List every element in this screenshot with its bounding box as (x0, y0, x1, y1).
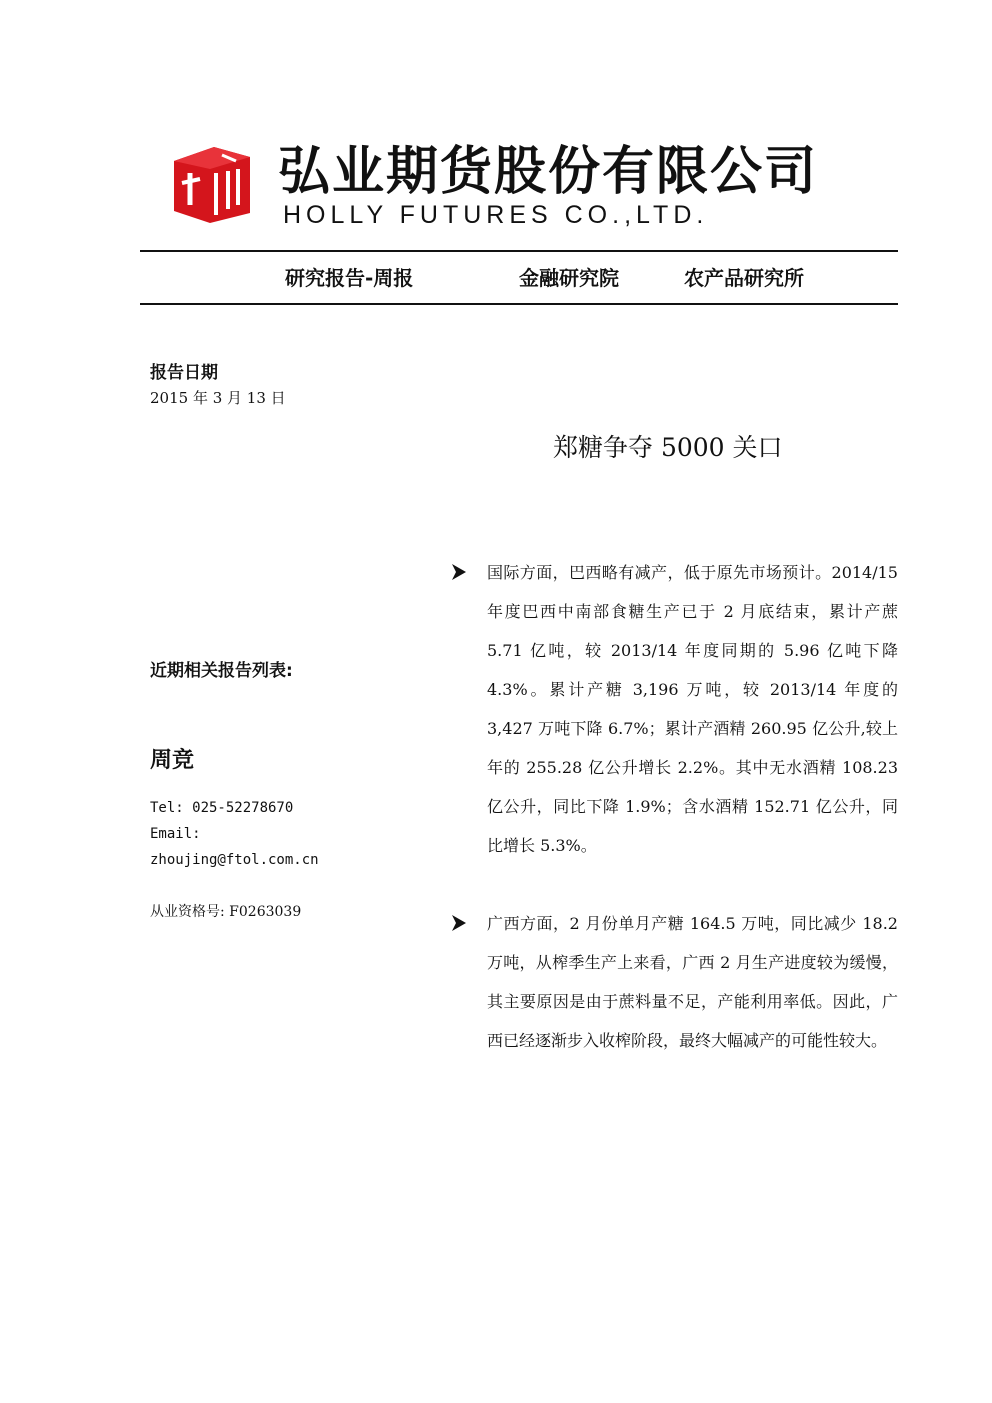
author-email[interactable]: zhoujing@ftol.com.cn (150, 852, 319, 868)
report-date-label: 报告日期 (150, 363, 218, 383)
report-type-label: 研究报告-周报 (285, 266, 414, 290)
report-date-value: 2015 年 3 月 13 日 (150, 389, 286, 407)
institute-label: 金融研究院 (519, 266, 619, 290)
author-name: 周竞 (150, 748, 195, 773)
report-category-bar (140, 253, 898, 303)
author-license: 从业资格号: F0263039 (150, 904, 302, 920)
arrow-bullet-icon (451, 913, 467, 933)
holly-logo-icon (170, 143, 252, 225)
author-email-label: Email: (150, 826, 201, 842)
author-tel: Tel: 025-52278670 (150, 800, 294, 816)
report-title: 郑糖争夺 5000 关口 (553, 433, 783, 462)
bullet-text: 国际方面，巴西略有减产，低于原先市场预计。2014/15 年度巴西中南部食糖生产已于 2 月底结束，累计产蔗 5.71 亿吨，较 2013/14 年度同期的 5.96 亿吨下降 4.3%。累计产糖 3,196 万吨，较 2013/14 年度的 3,427 万吨下降 6.7%；累计产酒精 260.95 亿公升,较上年的 255.28 亿公升增长 2.2%。其中无水酒精 108.23 亿公升，同比下降 1.9%；含水酒精 152.71 亿公升，同比增长 5.3%。 (487, 563, 898, 855)
header-top-rule (140, 250, 898, 252)
arrow-bullet-icon (451, 562, 467, 582)
bullet-text: 广西方面，2 月份单月产糖 164.5 万吨，同比减少 18.2 万吨，从榨季生产上来看，广西 2 月生产进度较为缓慢，其主要原因是由于蔗料量不足，产能利用率低。因此，广西已经逐渐步入收榨阶段，最终大幅减产的可能性较大。 (487, 914, 898, 1050)
company-name-en: HOLLY FUTURES CO.,LTD. (283, 201, 709, 229)
recent-reports-label: 近期相关报告列表: (150, 661, 293, 681)
department-label: 农产品研究所 (684, 266, 804, 290)
header-bottom-rule (140, 303, 898, 305)
company-name-cn: 弘业期货股份有限公司 (278, 141, 819, 202)
